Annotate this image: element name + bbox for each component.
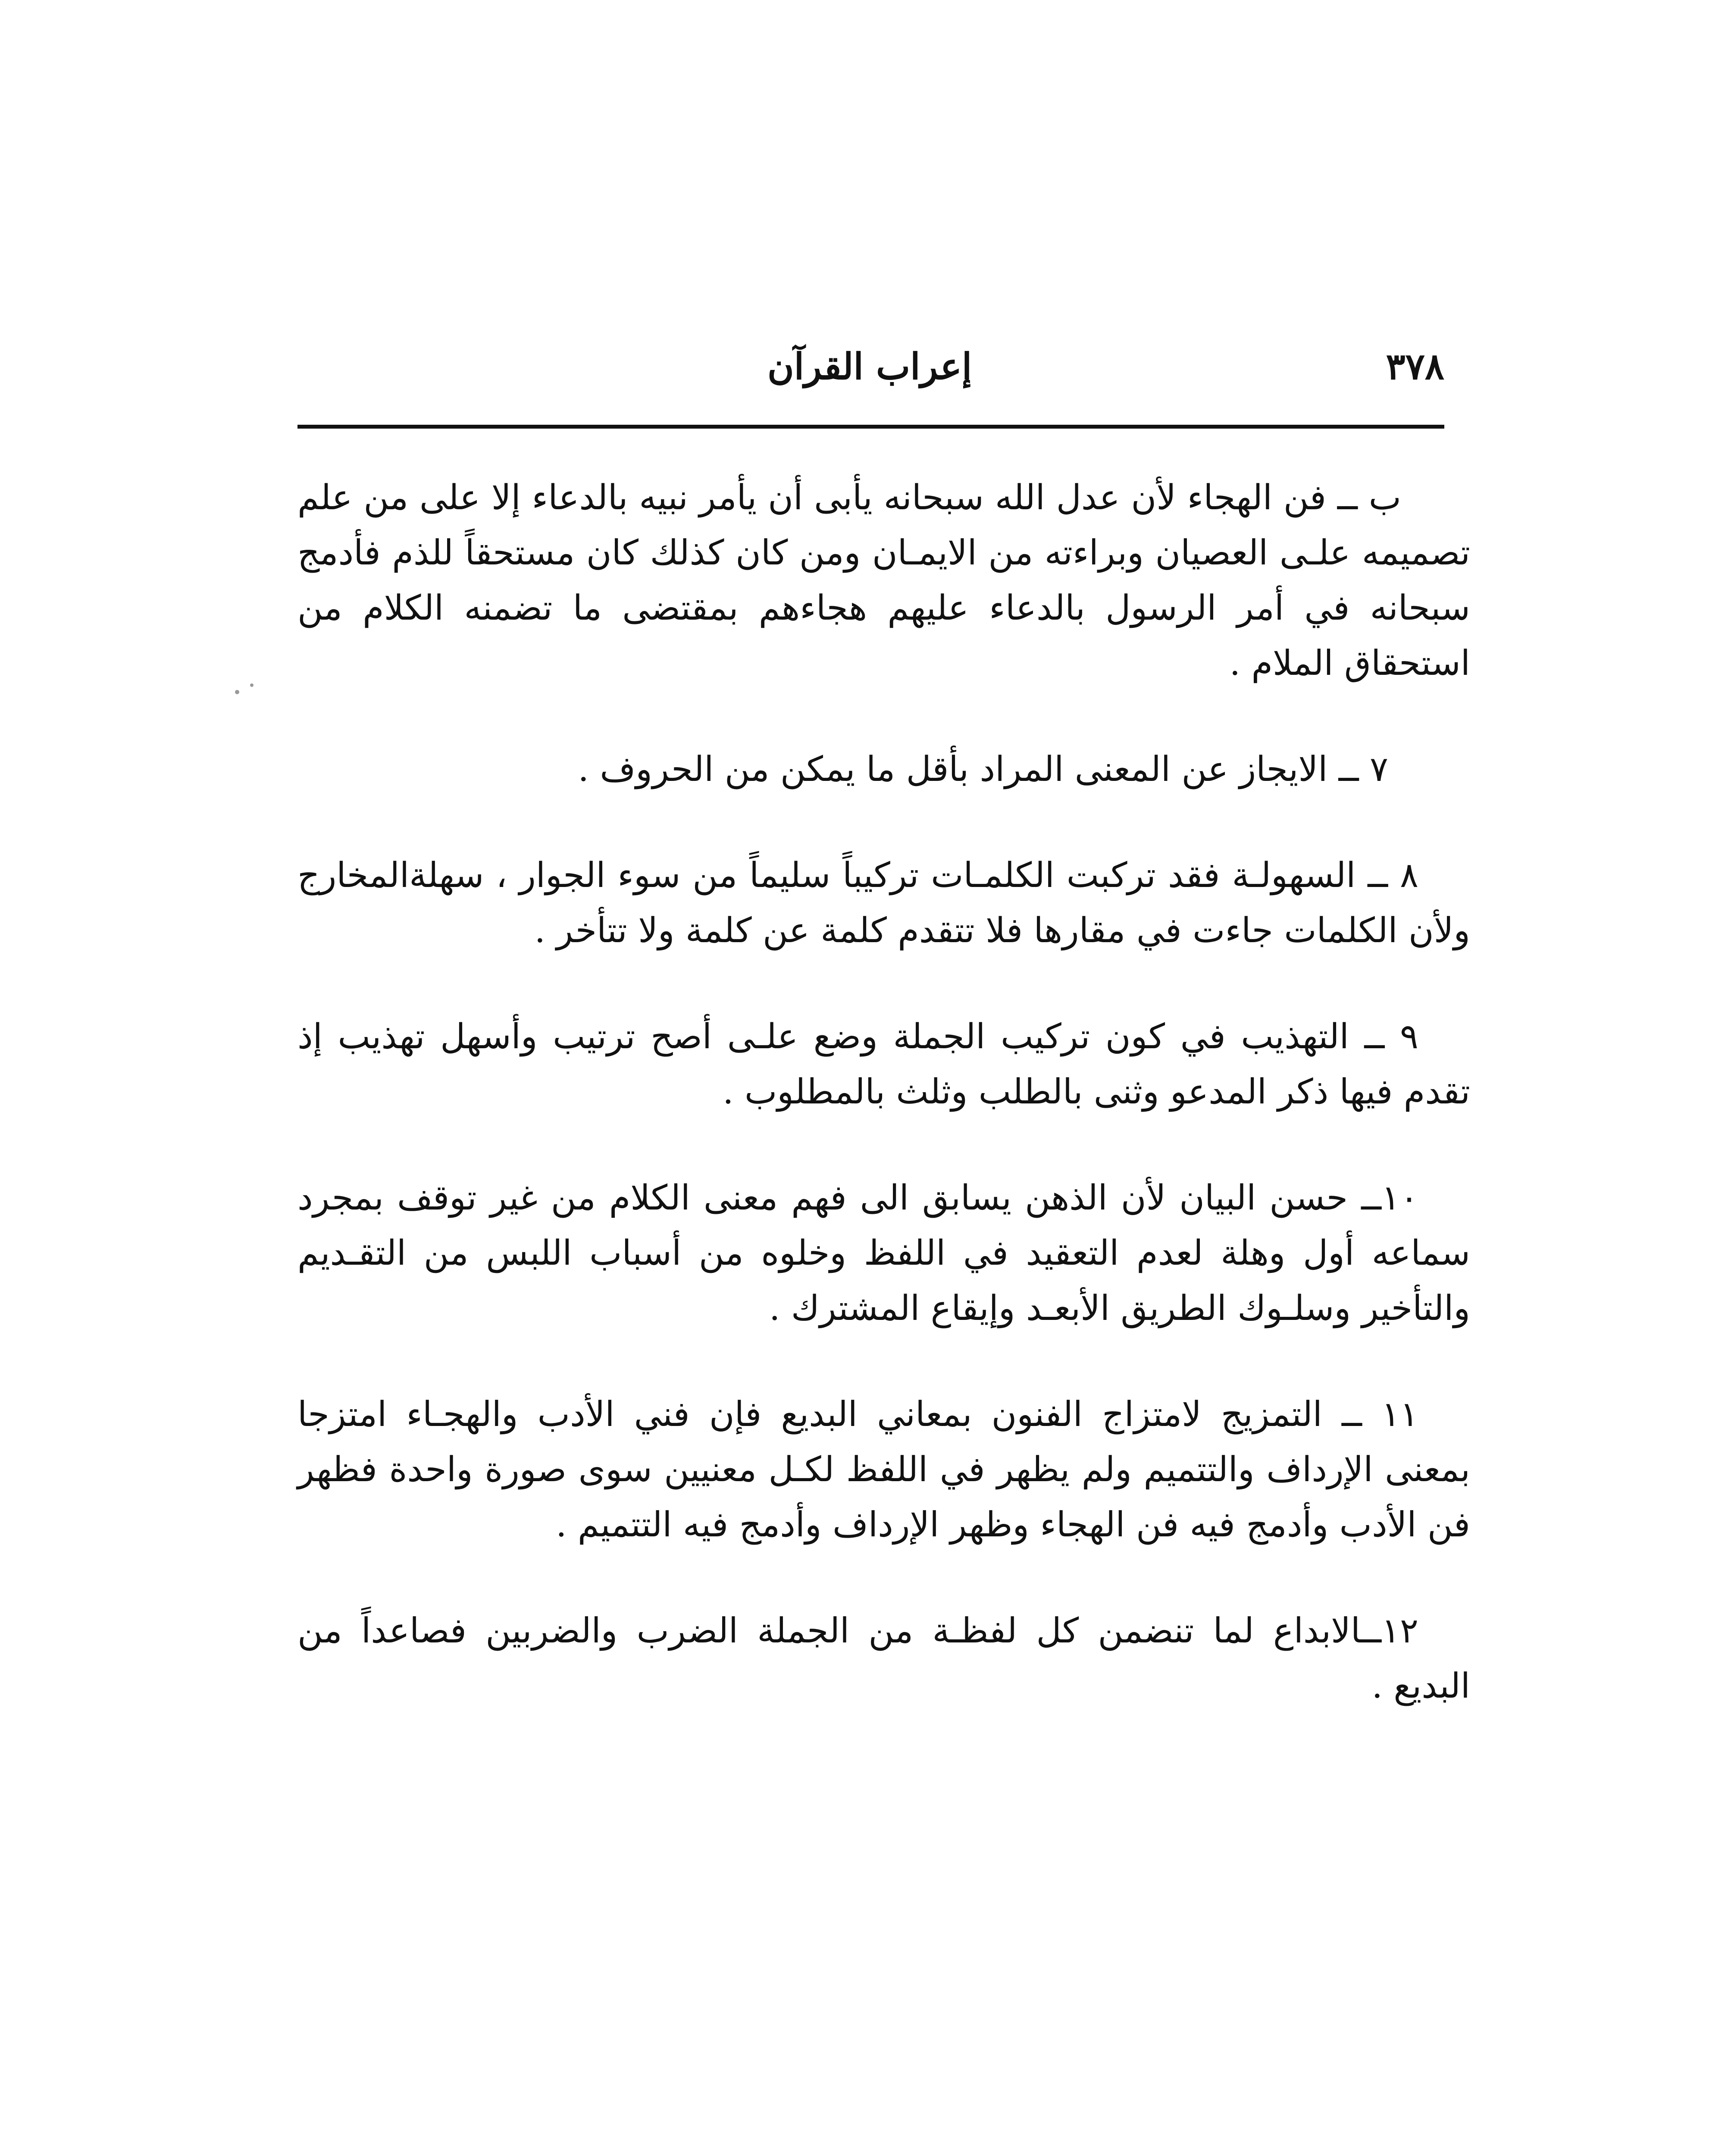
- running-title: إعراب القرآن: [767, 345, 972, 388]
- paragraph-11-tamzij: ١١ ــ التمزيج لامتزاج الفنون بمعاني البديع فإن فني الأدب والهجـاء امتزجا بمعنى الإرداف والتتميم ولم يظهر في اللفظ لكـل معنيين سوى صورة واحدة فظهر فن الأدب وأدمج فيه فن الهجاء وظهر الإرداف وأدمج فيه التتميم .: [297, 1394, 1471, 1545]
- page-number: ٣٧٨: [1386, 345, 1444, 388]
- paragraph-10-husn-albayan: ١٠ــ حسن البيان لأن الذهن يسابق الى فهم معنى الكلام من غير توقف بمجرد سماعه أول وهلة لعدم التعقيد في اللفظ وخلوه من أسباب اللبس من التقـديم والتأخير وسلـوك الطريق الأبعـد وإيقاع المشترك .: [297, 1178, 1470, 1328]
- scan-speck: [250, 683, 254, 687]
- paragraph-9-tahdhib: ٩ ــ التهذيب في كون تركيب الجملة وضع علـى أصح ترتيب وأسهل تهذيب إذ تقدم فيها ذكر المدعو وثنى بالطلب وثلث بالمطلوب .: [297, 1016, 1470, 1112]
- paragraph-8-suhula: ٨ ــ السهولـة فقد تركبت الكلمـات تركيباً سليماً من سوء الجوار ، سهلةالمخارج ولأن الكلمات جاءت في مقارها فلا تتقدم كلمة عن كلمة ولا تتأخر .: [297, 855, 1470, 950]
- paragraph-12-ibda: ١٢ــالابداع لما تنضمن كل لفظـة من الجملة الضرب والضربين فصاعداً من البديع .: [297, 1611, 1470, 1706]
- page-header: [297, 328, 1444, 414]
- header-divider: [297, 425, 1444, 429]
- page-body: [297, 470, 1470, 1764]
- paragraph-hija: ب ــ فن الهجاء لأن عدل الله سبحانه يأبى أن يأمر نبيه بالدعاء إلا على من علم تصميمه علـى العصيان وبراءته من الايمـان ومن كان كذلك كان مستحقاً للذم فأدمج سبحانه في أمر الرسول بالدعاء عليهم هجاءهم بمقتضى ما تضمنه الكلام من استحقاق الملام .: [297, 477, 1470, 683]
- scan-speck: [235, 690, 239, 694]
- paragraph-7-ijaz: ٧ ــ الايجاز عن المعنى المراد بأقل ما يمكن من الحروف .: [578, 749, 1388, 789]
